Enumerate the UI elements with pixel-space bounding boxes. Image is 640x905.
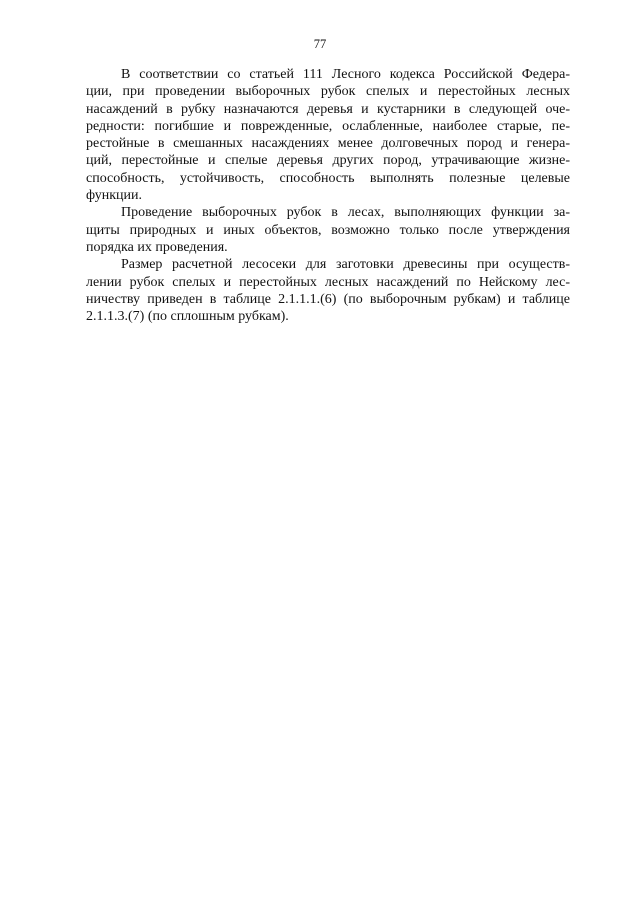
text-line: функции.: [86, 188, 142, 204]
paragraph-allowable-cut: [86, 256, 570, 325]
text-line: щиты природных и иных объектов, возможно только после утверждения: [86, 222, 570, 238]
text-line: редности: погибшие и поврежденные, ослабленные, наиболее старые, пе-: [86, 118, 570, 134]
text-line: ничеству приведен в таблице 2.1.1.1.(6) (по выборочным рубкам) и таблице: [86, 291, 570, 307]
page-number: 77: [313, 37, 327, 51]
text-line: В соответствии со статьей 111 Лесного кодекса Российской Федера-: [121, 67, 570, 82]
body-text: [86, 66, 570, 325]
text-line: способность, устойчивость, способность выполнять полезные целевые: [86, 170, 570, 186]
text-line: порядка их проведения.: [86, 239, 228, 255]
text-line: ций, перестойные и спелые деревья других пород, утрачивающие жизне-: [86, 153, 570, 169]
text-line: ции, при проведении выборочных рубок спелых и перестойных лесных: [86, 84, 570, 100]
paragraph-forest-code-felling-order: [86, 66, 570, 204]
text-line: Проведение выборочных рубок в лесах, выполняющих функции за-: [121, 205, 570, 221]
text-line: насаждений в рубку назначаются деревья и кустарники в следующей оче-: [86, 101, 570, 117]
text-line: лении рубок спелых и перестойных лесных насаждений по Нейскому лес-: [86, 274, 570, 290]
paragraph-protective-forests: [86, 204, 570, 256]
text-line: рестойные в смешанных насаждениях менее долговечных пород и генера-: [86, 136, 570, 152]
text-line: 2.1.1.3.(7) (по сплошным рубкам).: [86, 309, 289, 325]
text-line: Размер расчетной лесосеки для заготовки древесины при осуществ-: [121, 257, 570, 273]
